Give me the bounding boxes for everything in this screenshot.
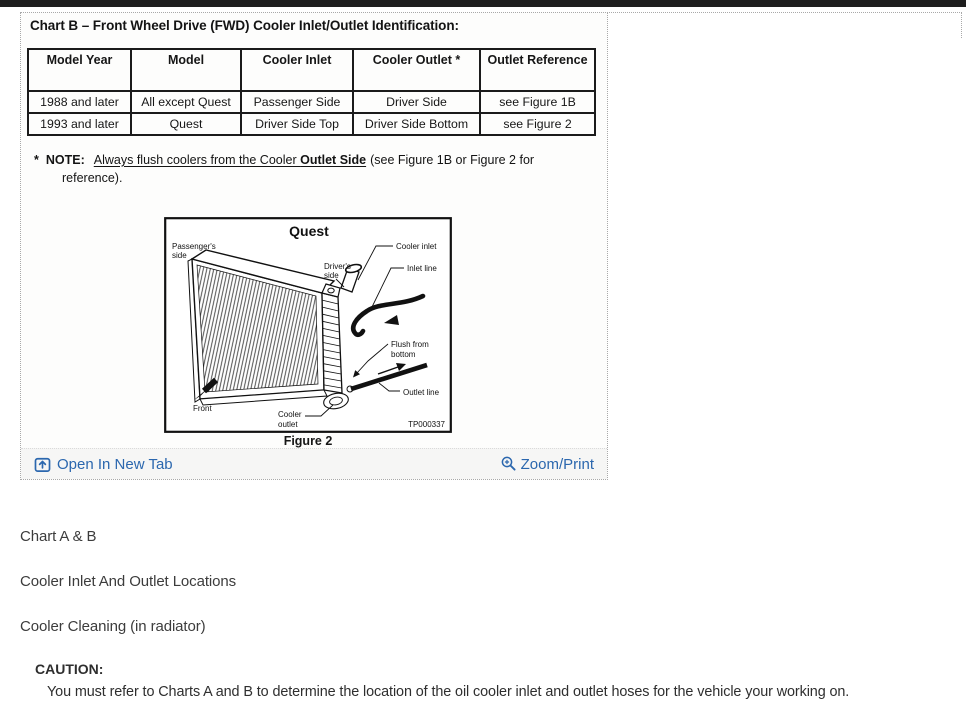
figure-label-cooler-inlet: Cooler inlet [396, 242, 437, 251]
body-line-cooler-inlet-outlet-locations: Cooler Inlet And Outlet Locations [20, 573, 237, 590]
table-cell: Driver Side [353, 91, 480, 113]
figure-caption: Figure 2 [283, 434, 333, 448]
note-line-2: reference). [62, 171, 123, 185]
svg-text:outlet: outlet [278, 420, 298, 429]
table-cell: see Figure 1B [480, 91, 595, 113]
svg-text:side: side [172, 251, 187, 260]
note-label: NOTE: [45, 153, 85, 167]
zoom-print-label: Zoom/Print [520, 455, 594, 473]
figure-label-flush-from-bottom: Flush from [391, 340, 429, 349]
table-cell: Passenger Side [241, 91, 353, 113]
note-tail: (see Figure 1B or Figure 2 for [370, 153, 535, 167]
chart-title: Chart B – Front Wheel Drive (FWD) Cooler Inlet/Outlet Identification: [30, 18, 459, 33]
note-asterisk: * [34, 153, 39, 167]
container-right-border [961, 12, 962, 38]
svg-text:side: side [324, 271, 339, 280]
scanned-chart-panel [20, 12, 608, 480]
note-underlined-text: Always flush coolers from the Cooler Outlet Side [93, 153, 367, 167]
column-header-model-year: Model Year [28, 49, 131, 91]
top-bar [0, 0, 966, 7]
figure-label-passenger-side: Passenger's [172, 242, 216, 251]
caution-label: CAUTION: [35, 661, 104, 677]
table-cell: Quest [131, 113, 241, 135]
container-top-border [607, 12, 962, 13]
body-line-cooler-cleaning: Cooler Cleaning (in radiator) [20, 618, 206, 635]
note [34, 152, 534, 187]
column-header-cooler-inlet: Cooler Inlet [241, 49, 353, 91]
figure-label-driver-side: Driver's [324, 262, 351, 271]
magnifier-icon [500, 455, 518, 473]
table-header-row [28, 49, 595, 91]
column-header-outlet-reference: Outlet Reference [480, 49, 595, 91]
table-cell: 1993 and later [28, 113, 131, 135]
table-row [28, 91, 595, 113]
chart-table [27, 48, 596, 136]
table-cell: 1988 and later [28, 91, 131, 113]
open-in-new-tab-link[interactable] [34, 456, 173, 473]
body-line-chart-a-b: Chart A & B [20, 528, 97, 545]
column-header-cooler-outlet: Cooler Outlet * [353, 49, 480, 91]
figure-label-cooler-outlet: Cooler [278, 410, 302, 419]
caution-text: You must refer to Charts A and B to determine the location of the oil cooler inlet and outlet hoses for the vehicle your working on. [47, 684, 850, 700]
figure-label-front: Front [193, 404, 212, 413]
figure-label-outlet-line: Outlet line [403, 388, 440, 397]
figure-reference-code: TP000337 [408, 420, 445, 429]
note-line-1 [34, 152, 534, 169]
open-in-new-tab-icon [34, 456, 51, 473]
figure-2-illustration [164, 217, 452, 433]
table-cell: see Figure 2 [480, 113, 595, 135]
column-header-model: Model [131, 49, 241, 91]
table-cell: All except Quest [131, 91, 241, 113]
svg-text:bottom: bottom [391, 350, 416, 359]
panel-footer [21, 448, 607, 479]
open-in-new-tab-label: Open In New Tab [57, 455, 173, 473]
table-row [28, 113, 595, 135]
zoom-print-link[interactable] [500, 455, 594, 473]
table-cell: Driver Side Bottom [353, 113, 480, 135]
figure-title: Quest [289, 223, 329, 239]
table-cell: Driver Side Top [241, 113, 353, 135]
figure-label-inlet-line: Inlet line [407, 264, 437, 273]
